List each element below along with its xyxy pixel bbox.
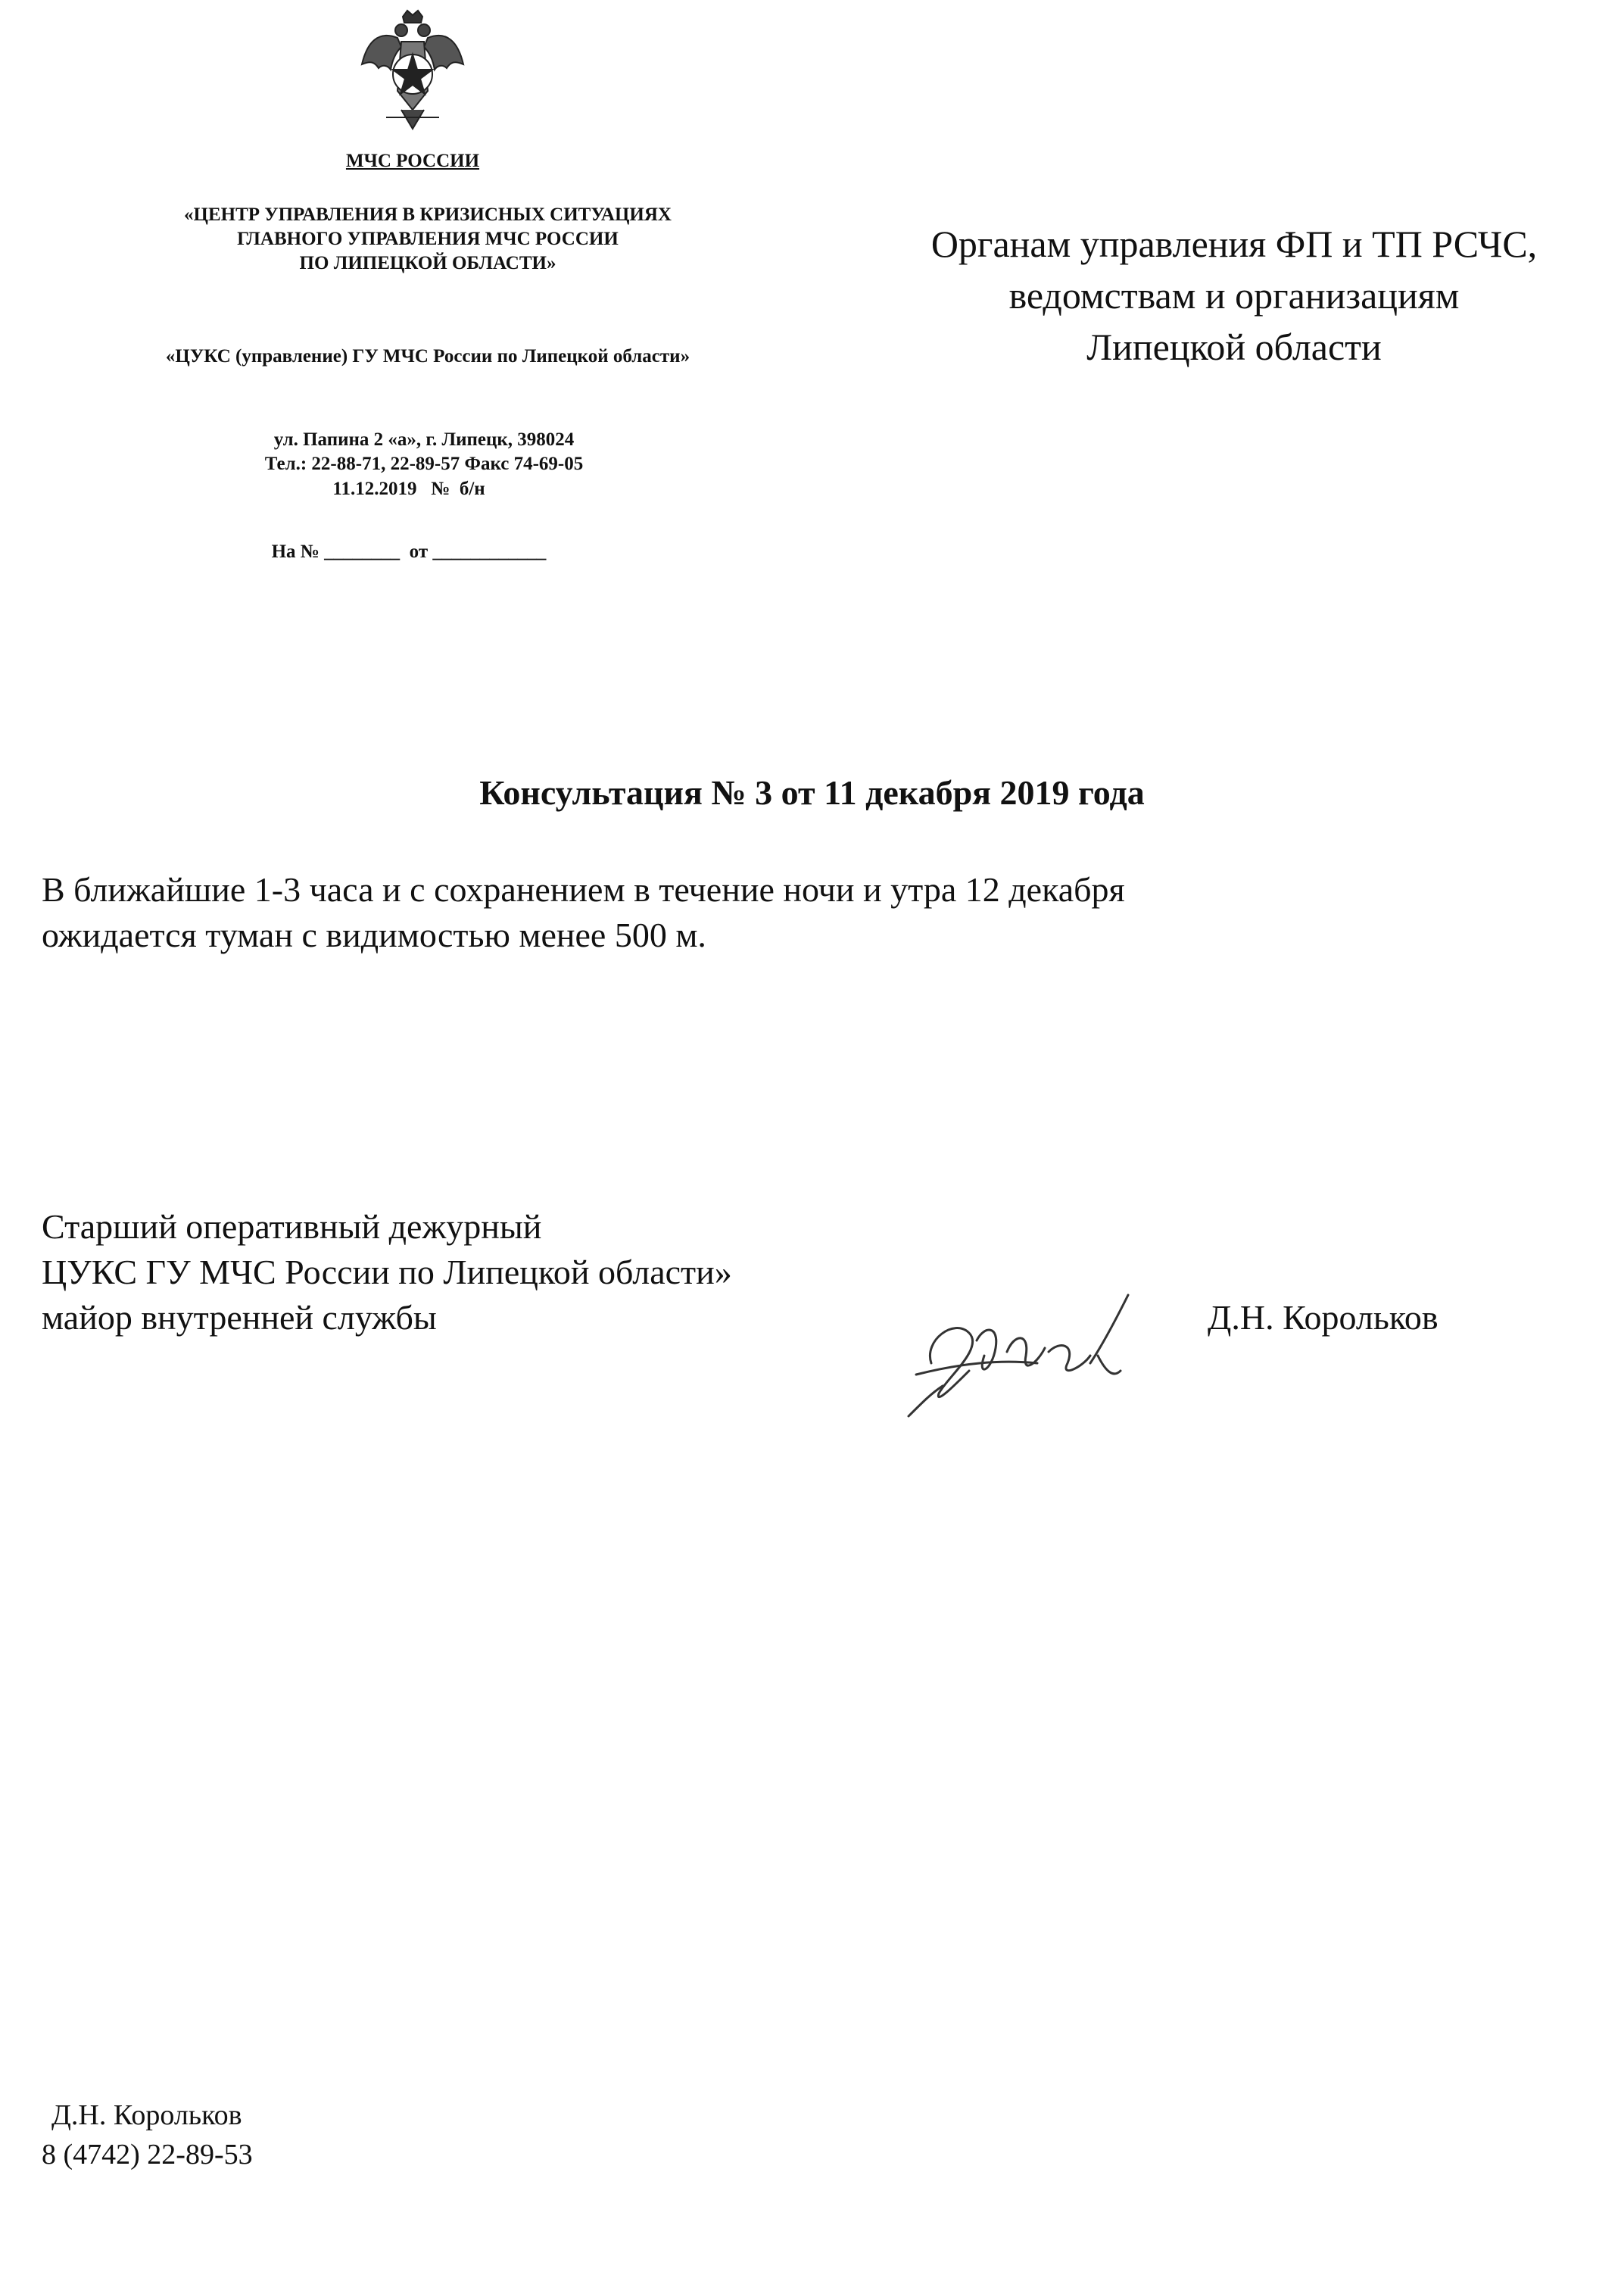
letterhead-ministry: МЧС РОССИИ [345,151,480,171]
document-body [42,867,1594,958]
position-line: Старший оперативный дежурный [42,1207,542,1246]
recipient-block [863,218,1605,373]
letterhead-center-name [61,203,795,276]
letterhead-phones: Тел.: 22-88-71, 22-89-57 Факс 74-69-05 [264,454,584,474]
recipient-line: Органам управления ФП и ТП РСЧС, [930,223,1538,265]
letterhead-center-line: «ЦЕНТР УПРАВЛЕНИЯ В КРИЗИСНЫХ СИТУАЦИЯХ [184,204,672,225]
letterhead-center-line: ПО ЛИПЕЦКОЙ ОБЛАСТИ» [299,253,556,273]
document-title: Консультация № 3 от 11 декабря 2019 года [479,773,1145,812]
emblem-icon [356,8,469,136]
footer-executor: Д.Н. Корольков [51,2099,242,2131]
signer-name: Д.Н. Корольков [1208,1298,1439,1337]
letterhead-address: ул. Папина 2 «а», г. Липецк, 398024 [273,429,575,450]
letterhead-center-line: ГЛАВНОГО УПРАВЛЕНИЯ МЧС РОССИИ [237,229,619,249]
letterhead-reference: На № ________ от ____________ [271,541,547,562]
body-line: ожидается туман с видимостью менее 500 м. [42,916,706,954]
footer-phone: 8 (4742) 22-89-53 [42,2139,253,2171]
signer-position [42,1204,950,1340]
handwritten-signature [901,1280,1158,1431]
letterhead-date-number: 11.12.2019 № б/н [332,479,485,499]
position-line: ЦУКС ГУ МЧС России по Липецкой области» [42,1253,732,1291]
recipient-line: Липецкой области [1086,326,1382,368]
recipient-line: ведомствам и организациям [1008,274,1460,317]
letterhead-short-name: «ЦУКС (управление) ГУ МЧС России по Липецкой области» [165,346,690,367]
position-line: майор внутренней службы [42,1298,437,1337]
body-line: В ближайшие 1-3 часа и с сохранением в течение ночи и утра 12 декабря [42,870,1125,909]
